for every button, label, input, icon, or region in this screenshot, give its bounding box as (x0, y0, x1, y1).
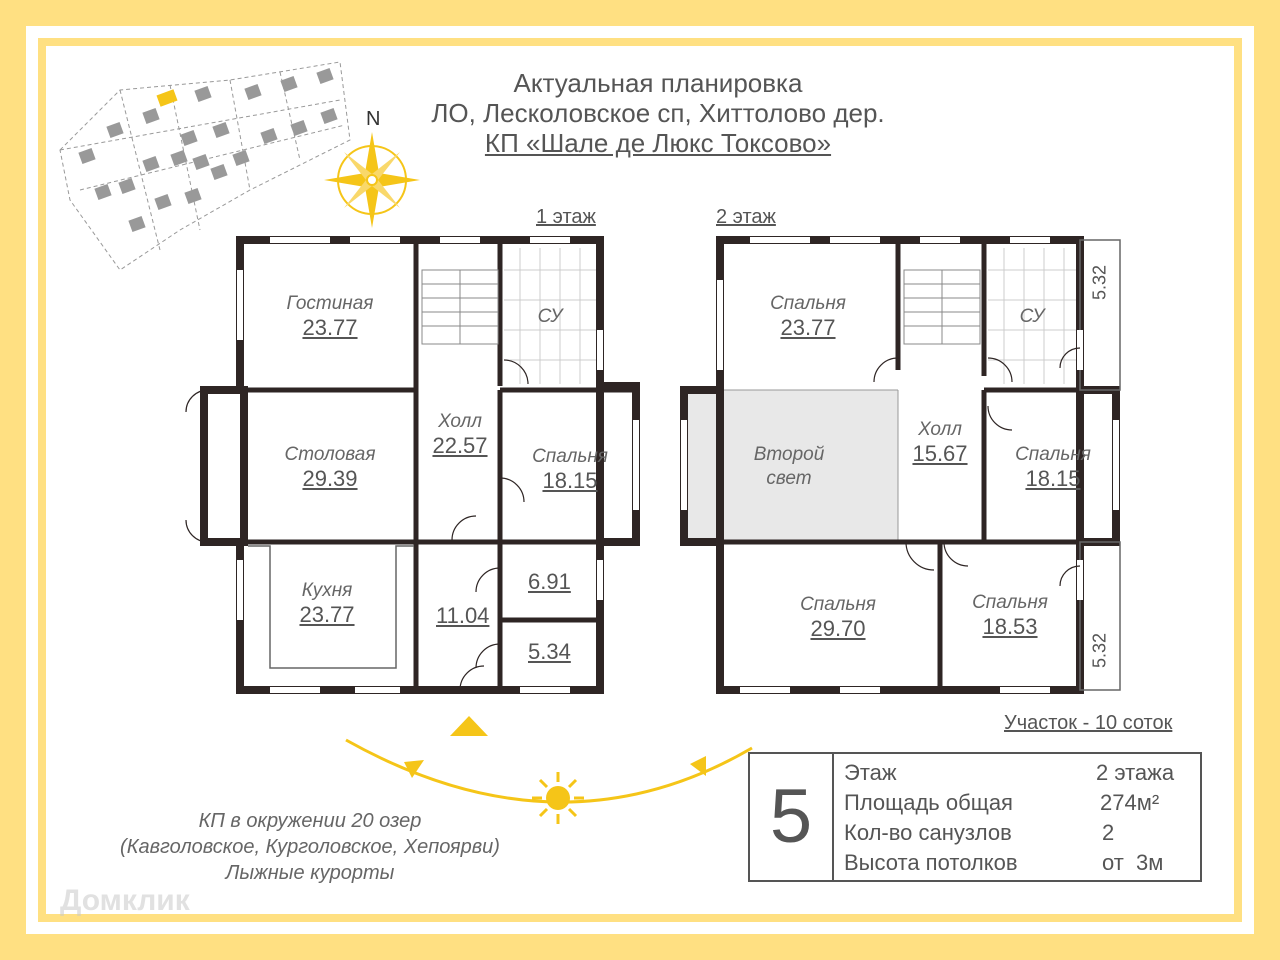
room-area: 22.57 (432, 433, 488, 458)
room-kitchen (270, 579, 384, 627)
room-name: Гостиная (286, 293, 374, 314)
title-line-3: КП «Шале де Люкс Токсово» (484, 128, 832, 158)
info-value-bathrooms: 2 (1102, 820, 1115, 845)
room-area: 29.70 (810, 616, 866, 641)
room-name: Спальня (972, 592, 1048, 613)
room-bedroom-2-1 (740, 292, 876, 340)
room-second-light (744, 443, 834, 491)
room-name: Холл (918, 419, 962, 440)
info-value-area: 274м² (1100, 790, 1160, 815)
site-highlight-plot (156, 89, 177, 106)
room-bathroom-2 (992, 305, 1072, 329)
info-value-floors: 2 этажа (1096, 760, 1175, 785)
info-label-area: Площадь общая (844, 790, 1013, 815)
room-name: Столовая (284, 444, 376, 465)
room-name: Холл (438, 411, 482, 432)
room-dining (250, 443, 410, 491)
room-bedroom-2-4 (950, 591, 1070, 639)
info-label-bathrooms: Кол-во санузлов (844, 820, 1012, 845)
room-living (260, 292, 400, 340)
room-name: Спальня (770, 293, 846, 314)
room-area: 18.53 (982, 614, 1038, 639)
lakes-line-3: Лыжные курорты (225, 862, 395, 884)
north-label: N (366, 108, 381, 130)
room-area: 15.67 (912, 441, 968, 466)
room-bedroom-2-3 (770, 593, 906, 641)
info-label-floors: Этаж (844, 760, 897, 785)
first-floor-label: 1 этаж (536, 206, 596, 228)
room-hall (420, 410, 500, 458)
room-area-5: 5.34 (528, 639, 571, 664)
room-name: Второй свет (753, 444, 825, 489)
room-area: 18.15 (1025, 466, 1081, 491)
room-name: СУ (537, 306, 563, 327)
site-houses (78, 68, 337, 232)
page-title (358, 68, 958, 158)
lakes-line-2: (Кавголовское, Курголовское, Хепоярви) (120, 836, 500, 858)
room-name: Спальня (1015, 444, 1091, 465)
title-line-2: ЛО, Лесколовское сп, Хиттолово дер. (431, 98, 885, 128)
watermark: Домклик (60, 884, 190, 917)
room-name: СУ (1019, 306, 1045, 327)
lakes-line-1: КП в окружении 20 озер (198, 810, 422, 832)
room-bedroom-2-2 (994, 443, 1112, 491)
entrance-arrow-icon (450, 716, 488, 736)
room-area: 29.39 (302, 466, 358, 491)
room-bedroom (510, 445, 630, 493)
room-area: 23.77 (780, 315, 836, 340)
terrace-dim-top: 5.32 (1089, 264, 1110, 301)
room-bathroom (510, 305, 590, 329)
info-table (748, 752, 1202, 882)
room-area-11: 11.04 (436, 603, 490, 628)
room-hall-2 (900, 418, 980, 466)
room-area: 18.15 (542, 468, 598, 493)
plot-size-label: Участок - 10 соток (1004, 712, 1173, 734)
room-name: Спальня (532, 446, 608, 467)
info-value-ceiling: от 3м (1102, 850, 1164, 875)
plan-number: 5 (750, 754, 834, 880)
terrace-dim-bottom: 5.32 (1089, 632, 1110, 669)
sun-path-arrow-right (690, 756, 706, 776)
room-area-6: 6.91 (528, 569, 571, 594)
room-area: 23.77 (302, 315, 358, 340)
info-label-ceiling: Высота потолков (844, 850, 1018, 875)
second-floor-label: 2 этаж (716, 206, 776, 228)
room-name: Спальня (800, 594, 876, 615)
title-line-1: Актуальная планировка (513, 68, 803, 98)
room-area: 23.77 (299, 602, 355, 627)
lakes-caption (60, 808, 560, 886)
room-name: Кухня (301, 580, 353, 601)
